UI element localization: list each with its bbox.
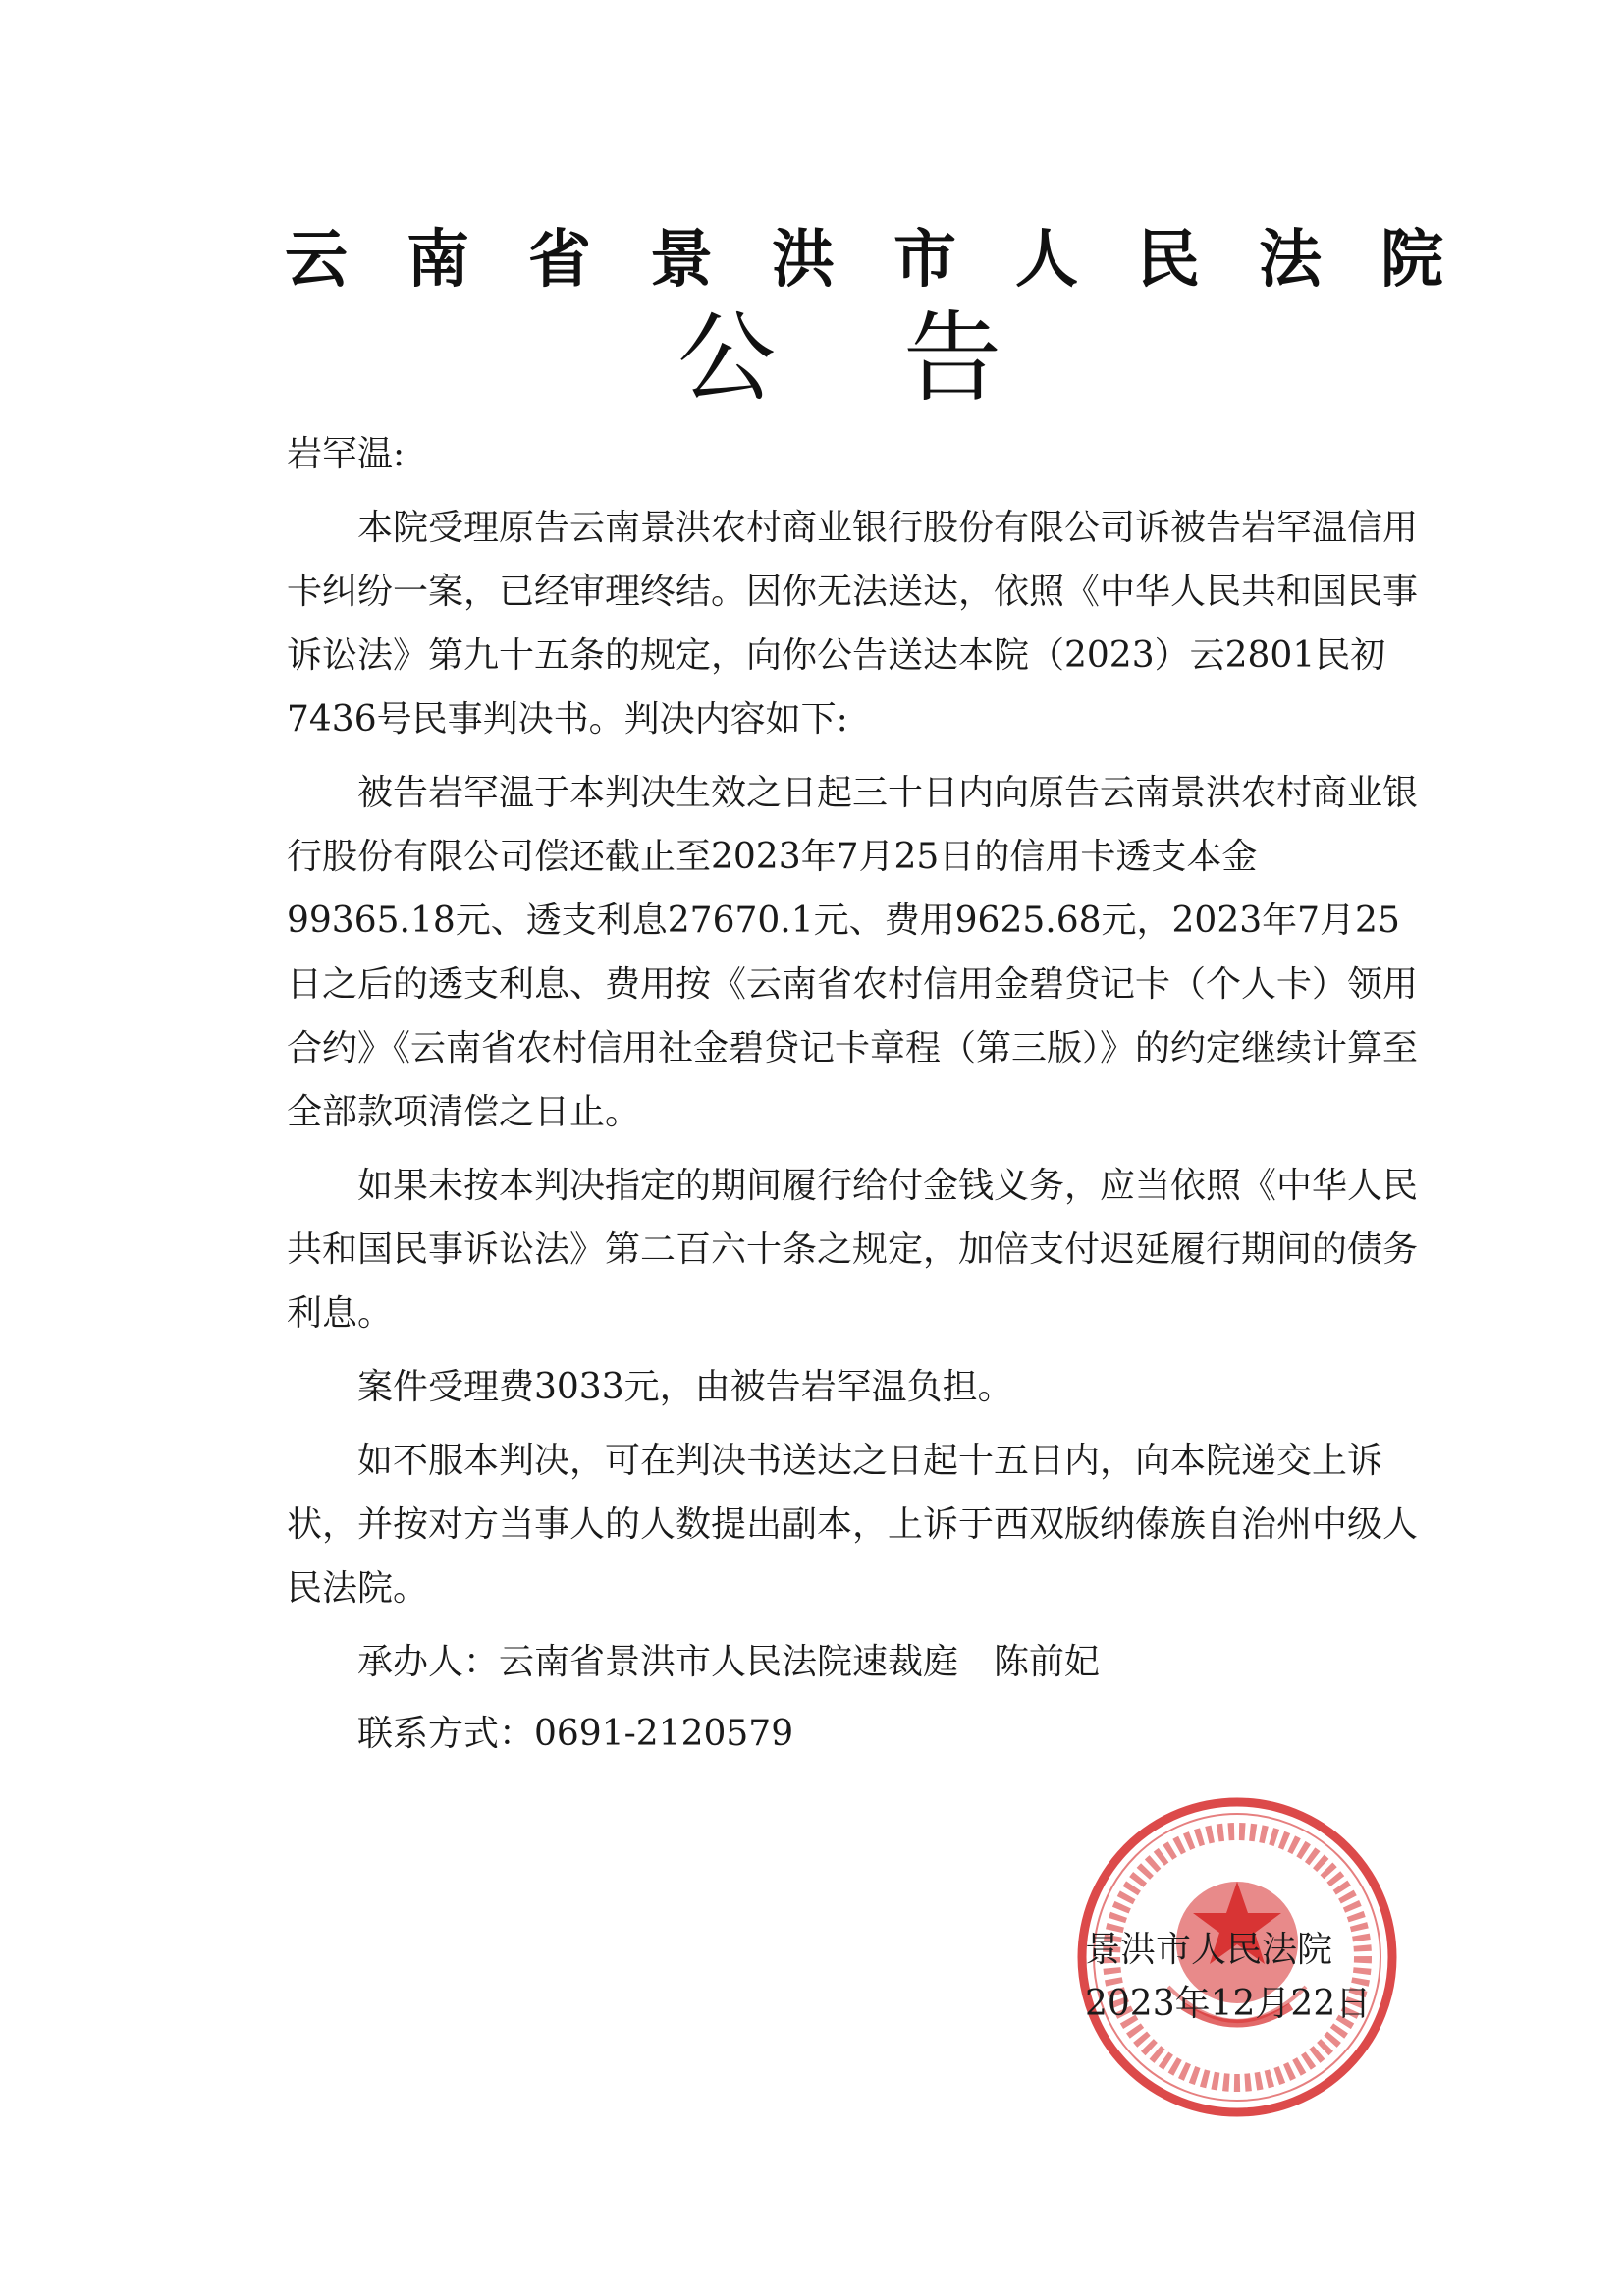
document-type-heading: 公告: [677, 301, 1129, 415]
signature-date: 2023年12月22日: [1085, 1984, 1372, 2024]
paragraph-case-intro: 本院受理原告云南景洪农村商业银行股份有限公司诉被告岩罕温信用卡纠纷一案，已经审理终结。因你无法送达，依照《中华人民共和国民事诉讼法》第九十五条的规定，向你公告送达本院（2023）云2801民初7436号民事判决书。判决内容如下:: [287, 508, 1419, 739]
handler-line: 承办人：云南省景洪市人民法院速裁庭 陈前妃: [357, 1642, 1101, 1682]
signature-court-name: 景洪市人民法院: [1085, 1930, 1333, 1970]
notice-body: [287, 422, 1426, 1774]
paragraph-fee: 案件受理费3033元，由被告岩罕温负担。: [357, 1367, 1013, 1407]
addressee: 岩罕温:: [287, 434, 406, 474]
court-name-heading: 云南省景洪市人民法院: [285, 224, 1502, 297]
paragraph-appeal: 如不服本判决，可在判决书送达之日起十五日内，向本院递交上诉状，并按对方当事人的人数提出副本，上诉于西双版纳傣族自治州中级人民法院。: [287, 1441, 1419, 1609]
contact-line: 联系方式：0691-2120579: [357, 1714, 794, 1754]
paragraph-late-interest: 如果未按本判决指定的期间履行给付金钱义务，应当依照《中华人民共和国民事诉讼法》第二百六十条之规定，加倍支付迟延履行期间的债务利息。: [287, 1166, 1419, 1334]
signature-block: [1085, 1923, 1371, 2031]
paragraph-judgment: 被告岩罕温于本判决生效之日起三十日内向原告云南景洪农村商业银行股份有限公司偿还截止至2023年7月25日的信用卡透支本金99365.18元、透支利息27670.1元、费用9625.68元，2023年7月25日之后的透支利息、费用按《云南省农村信用金碧贷记卡（个人卡）领用合约》《云南省农村信用社金碧贷记卡章程（第三版）》的约定继续计算至全部款项清偿之日止。: [287, 773, 1419, 1132]
